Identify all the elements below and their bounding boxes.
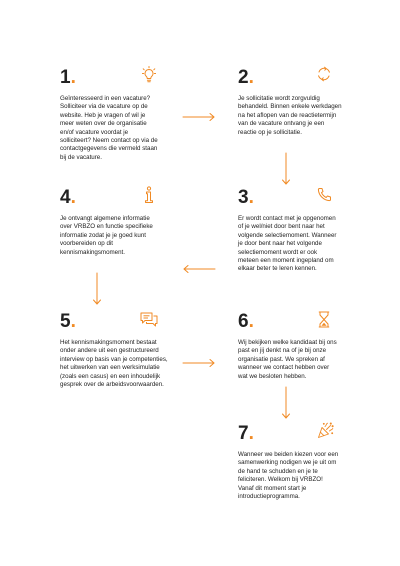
step-number: 5. (60, 311, 76, 332)
arrow-left (182, 264, 216, 274)
step-description: Het kennismakingsmoment bestaat onder andere uit een gestructureerd interview op basis van je competenties, het uitwerken van een werksimulatie (zoals een casus) en een inhoudelijk gesprek over de arbeidsvoorwaarden. (60, 339, 168, 389)
arrow-down (281, 386, 291, 420)
step-description: Je ontvangt algemene informatie over VRBZO en functie specifieke informatie zodat je je goed kunt voorbereiden op dit kennismakingsmoment. (60, 215, 153, 256)
arrow-right (182, 358, 216, 368)
info-icon (143, 186, 155, 204)
lightbulb-icon (142, 66, 156, 84)
step-number: 6. (238, 311, 254, 332)
step-number: 3. (238, 187, 254, 208)
chat-bubbles-icon (140, 312, 158, 328)
cycle-arrows-icon (316, 66, 332, 82)
phone-icon (317, 187, 332, 202)
step-number: 1. (60, 67, 76, 88)
arrow-right (182, 112, 216, 122)
step-description: Geïnteresseerd in een vacature? Solliciteer via de vacature op de website. Heb je vragen of wil je meer weten over de organisatie en/of vacature voordat je solliciteert? Neem contact op via de contactgegevens die vermeld staan bij de vacature. (60, 95, 158, 161)
step-description: Wij bekijken welke kandidaat bij ons past en jij denkt na of je bij onze organisatie past. We spreken af wanneer we contact hebben over wat we besloten hebben. (238, 339, 337, 380)
step-number: 2. (238, 67, 254, 88)
party-popper-icon (317, 422, 334, 439)
step-number: 4. (60, 187, 76, 208)
step-description: Er wordt contact met je opgenomen of je wel/niet door bent naar het volgende selectiemoment. Wanneer je door bent naar het volgende selectiemoment wordt er ook meteen een moment ingepland om elkaar beter te leren kennen. (238, 215, 337, 273)
arrow-down (281, 152, 291, 186)
step-description: Je sollicitatie wordt zorgvuldig behandeld. Binnen enkele werkdagen na het aflopen van de reactietermijn van de vacature ontvang je een reactie op je sollicitatie. (238, 95, 342, 136)
arrow-down (92, 272, 102, 306)
hourglass-icon (318, 311, 330, 328)
step-number: 7. (238, 423, 254, 444)
step-description: Wanneer we beiden kiezen voor een samenwerking nodigen we je uit om de hand te schudden en je te feliciteren. Welkom bij VRBZO! Vanaf dit moment start je introductieprogramma. (238, 451, 339, 501)
